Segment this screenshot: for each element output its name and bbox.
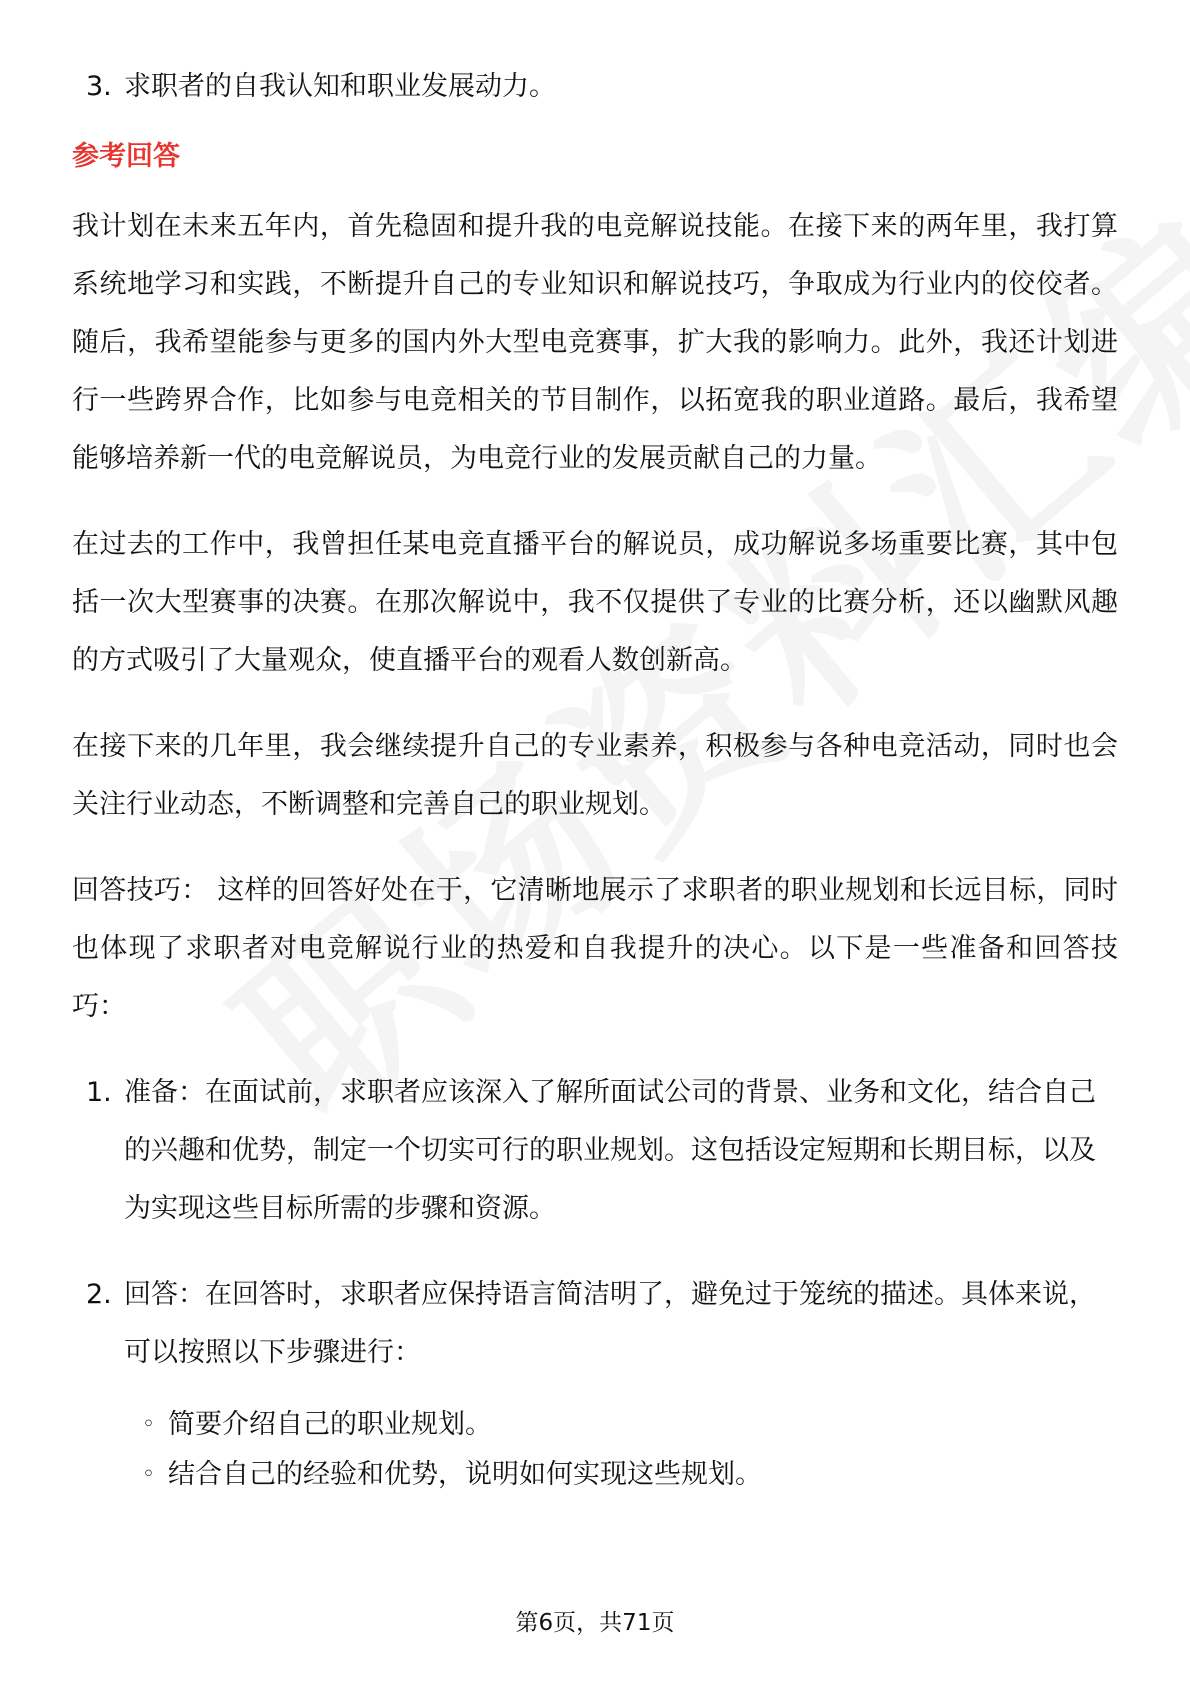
intro-list-item (72, 58, 1118, 116)
list-item (72, 1266, 1118, 1382)
tips-list (72, 1064, 1118, 1382)
sub-list-item-text: 简要介绍自己的职业规划。 (168, 1409, 492, 1440)
list-item-text: 准备：在面试前，求职者应该深入了解所面试公司的背景、业务和文化，结合自己的兴趣和优势，制定一个切实可行的职业规划。这包括设定短期和长期目标，以及为实现这些目标所需的步骤和资源。 (124, 1077, 1096, 1224)
page-content (72, 58, 1118, 1500)
list-number: 3. (86, 71, 112, 102)
paragraph-future: 在接下来的几年里，我会继续提升自己的专业素养，积极参与各种电竞活动，同时也会关注行业动态，不断调整和完善自己的职业规划。 (72, 731, 1118, 820)
list-item (72, 1064, 1118, 1238)
paragraph-experience: 在过去的工作中，我曾担任某电竞直播平台的解说员，成功解说多场重要比赛，其中包括一次大型赛事的决赛。在那次解说中，我不仅提供了专业的比赛分析，还以幽默风趣的方式吸引了大量观众，使直播平台的观看人数创新高。 (72, 529, 1118, 676)
paragraph-tips-intro: 回答技巧： 这样的回答好处在于，它清晰地展示了求职者的职业规划和长远目标，同时也体现了求职者对电竞解说行业的热爱和自我提升的决心。以下是一些准备和回答技巧： (72, 875, 1118, 1022)
list-item-text: 求职者的自我认知和职业发展动力。 (124, 71, 556, 102)
section-heading: 参考回答 (72, 141, 180, 172)
sub-list-item (72, 1400, 1118, 1450)
sub-list-item-text: 结合自己的经验和优势，说明如何实现这些规划。 (168, 1459, 762, 1490)
bullet-icon: ◦ (142, 1462, 155, 1487)
list-item-text: 回答：在回答时，求职者应保持语言简洁明了，避免过于笼统的描述。具体来说，可以按照以下步骤进行： (124, 1279, 1096, 1368)
bullet-icon: ◦ (142, 1412, 155, 1437)
sub-list-item (72, 1450, 1118, 1500)
paragraph-plan: 我计划在未来五年内，首先稳固和提升我的电竞解说技能。在接下来的两年里，我打算系统地学习和实践，不断提升自己的专业知识和解说技巧，争取成为行业内的佼佼者。随后，我希望能参与更多的国内外大型电竞赛事，扩大我的影响力。此外，我还计划进行一些跨界合作，比如参与电竞相关的节目制作，以拓宽我的职业道路。最后，我希望能够培养新一代的电竞解说员，为电竞行业的发展贡献自己的力量。 (72, 211, 1118, 474)
list-number: 2. (86, 1279, 112, 1310)
page-footer: 第6页，共71页 (515, 1610, 675, 1636)
list-number: 1. (86, 1077, 112, 1108)
sub-list (72, 1400, 1118, 1500)
